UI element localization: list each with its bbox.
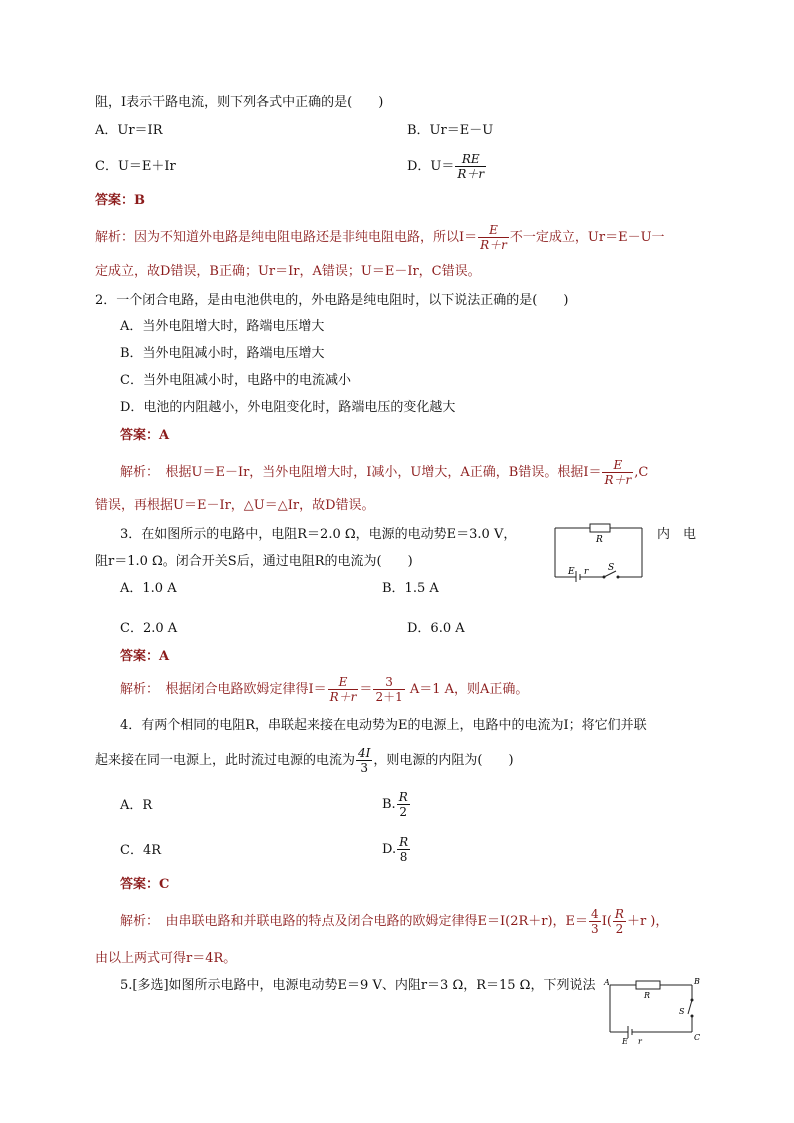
fraction-denominator: 2＋1 — [375, 690, 403, 704]
q3-option-b: B．1.5 A — [382, 581, 439, 596]
q3-stem-line1: 3．在如图所示的电路中，电阻R＝2.0 Ω，电源的电动势E＝3.0 V， — [120, 527, 517, 542]
q4-option-d — [382, 833, 411, 867]
q4-explanation-mid: I( — [601, 914, 612, 929]
q3-explanation-fraction2 — [373, 675, 404, 704]
q5-fig-label-b: B — [694, 977, 700, 986]
fraction-numerator: E — [602, 458, 633, 473]
q4-explanation-tail: ＋r )， — [626, 914, 669, 929]
q5-stem: 5.[多选]如图所示电路中，电源电动势E＝9 V、内阻r＝3 Ω，R＝15 Ω，下列说法 — [120, 978, 596, 993]
q2-option-b: B．当外电阻减小时，路端电压增大 — [120, 346, 325, 361]
q1-stem: 阻，I表示干路电流，则下列各式中正确的是( ) — [95, 95, 384, 110]
q1-explanation — [95, 222, 665, 254]
q2-answer: 答案：A — [120, 428, 170, 443]
fraction-denominator: R＋r — [329, 690, 357, 704]
q3-explanation — [120, 674, 528, 706]
q3-fig-label-e: E — [568, 567, 575, 577]
q5-fig-label-r-resistor: R — [644, 991, 651, 1000]
q5-fig-label-s: S — [679, 1007, 685, 1016]
fraction-numerator: 4I — [358, 746, 371, 760]
q1-option-d — [407, 152, 487, 182]
q3-answer: 答案：A — [120, 649, 170, 664]
fraction-denominator: 3 — [360, 761, 369, 775]
q4-option-d-fraction — [397, 835, 410, 864]
q1-explanation-part2: 不一定成立，Ur＝E－U一 — [509, 230, 665, 245]
q5-fig-label-e: E — [622, 1037, 628, 1046]
q1-option-a: A．Ur＝IR — [95, 123, 163, 138]
q3-explanation-part1: 解析： 根据闭合电路欧姆定律得I＝ — [120, 682, 327, 697]
q2-explanation-part1: 解析： 根据U＝E－Ir，当外电阻增大时，I减小，U增大，A正确，B错误。根据I＝ — [120, 465, 602, 480]
q3-stem-line2: 阻r＝1.0 Ω。闭合开关S后，通过电阻R的电流为( ) — [95, 554, 413, 569]
q1-explanation-line2: 定成立，故D错误，B正确；Ur＝Ir，A错误；U＝E－Ir，C错误。 — [95, 264, 481, 279]
q5-fig-label-a: A — [604, 978, 610, 987]
q4-option-b-fraction — [397, 790, 410, 819]
q3-circuit-diagram — [552, 522, 647, 582]
q3-stem-line1-right: 内 电 — [657, 527, 697, 542]
q4-option-b-label: B. — [382, 797, 396, 812]
q1-answer: 答案：B — [95, 193, 145, 208]
fraction-numerator: R — [399, 835, 409, 849]
q5-circuit-diagram — [600, 974, 705, 1048]
q3-fig-label-r-resistor: R — [596, 535, 603, 545]
fraction-denominator: R＋r — [457, 167, 485, 181]
fraction-denominator: 8 — [399, 850, 408, 864]
q2-option-a: A．当外电阻增大时，路端电压增大 — [120, 319, 325, 334]
q4-option-d-label: D. — [382, 842, 397, 857]
q1-option-c: C．U＝E＋Ir — [95, 159, 176, 174]
q3-fig-label-r-internal: r — [584, 567, 589, 577]
q3-fig-label-s: S — [608, 563, 615, 573]
q2-explanation-fraction — [602, 458, 633, 487]
fraction-numerator: E — [328, 675, 359, 690]
q1-option-d-fraction — [455, 152, 486, 181]
q4-stem-line1: 4．有两个相同的电阻R，串联起来接在电动势为E的电源上，电路中的电流为I；将它们并联 — [120, 718, 647, 733]
q4-stem-line2-part2: ，则电源的内阻为( ) — [373, 753, 514, 768]
q4-stem-line2-part1: 起来接在同一电源上，此时流过电源的电流为 — [95, 753, 356, 768]
q5-fig-label-c: C — [694, 1033, 701, 1042]
q4-option-a: A．R — [120, 798, 153, 813]
q2-explanation — [120, 457, 648, 489]
q1-option-d-label: D．U＝ — [407, 159, 455, 174]
fraction-denominator: 2 — [615, 922, 624, 936]
q4-stem-fraction — [356, 746, 372, 775]
q4-option-b — [382, 788, 411, 822]
fraction-numerator: 3 — [373, 675, 404, 690]
q3-explanation-fraction1 — [328, 675, 359, 704]
fraction-numerator: 4 — [591, 907, 599, 921]
q5-fig-label-r-internal: r — [638, 1037, 642, 1046]
q3-explanation-equals: ＝ — [359, 682, 373, 697]
q4-option-c: C．4R — [120, 843, 162, 858]
q1-option-b: B．Ur＝E－U — [407, 123, 494, 138]
fraction-denominator: 2 — [399, 805, 408, 819]
fraction-numerator: E — [478, 223, 509, 238]
q3-option-d: D．6.0 A — [407, 621, 465, 636]
q4-explanation-fraction1 — [589, 907, 601, 936]
q1-explanation-fraction — [478, 223, 509, 252]
q1-explanation-part1: 解析：因为不知道外电路是纯电阻电路还是非纯电阻电路，所以I＝ — [95, 230, 478, 245]
q4-explanation-part1: 解析： 由串联电路和并联电路的特点及闭合电路的欧姆定律得E＝I(2R＋r)，E＝ — [120, 914, 589, 929]
q3-option-c: C．2.0 A — [120, 621, 178, 636]
q4-explanation — [120, 905, 668, 939]
q4-answer: 答案：C — [120, 877, 170, 892]
fraction-denominator: R＋r — [604, 473, 632, 487]
q2-option-c: C．当外电阻减小时，电路中的电流减小 — [120, 373, 351, 388]
q4-stem-line2 — [95, 743, 514, 779]
fraction-denominator: 3 — [591, 922, 599, 936]
fraction-numerator: R — [614, 907, 624, 921]
fraction-numerator: R — [398, 790, 408, 804]
q4-explanation-fraction2 — [613, 907, 626, 936]
q2-stem: 2．一个闭合电路，是由电池供电的，外电路是纯电阻时，以下说法正确的是( ) — [95, 293, 569, 308]
q3-explanation-part2: A＝1 A，则A正确。 — [409, 682, 529, 697]
q2-explanation-part2: ,C — [634, 465, 649, 480]
q2-explanation-line2: 错误，再根据U＝E－Ir，△U＝△Ir，故D错误。 — [95, 498, 375, 513]
q3-option-a: A．1.0 A — [120, 581, 177, 596]
fraction-numerator: RE — [455, 152, 486, 167]
fraction-denominator: R＋r — [480, 238, 507, 252]
q4-explanation-line2: 由以上两式可得r＝4R。 — [95, 951, 237, 966]
q2-option-d: D．电池的内阻越小，外电阻变化时，路端电压的变化越大 — [120, 400, 456, 415]
